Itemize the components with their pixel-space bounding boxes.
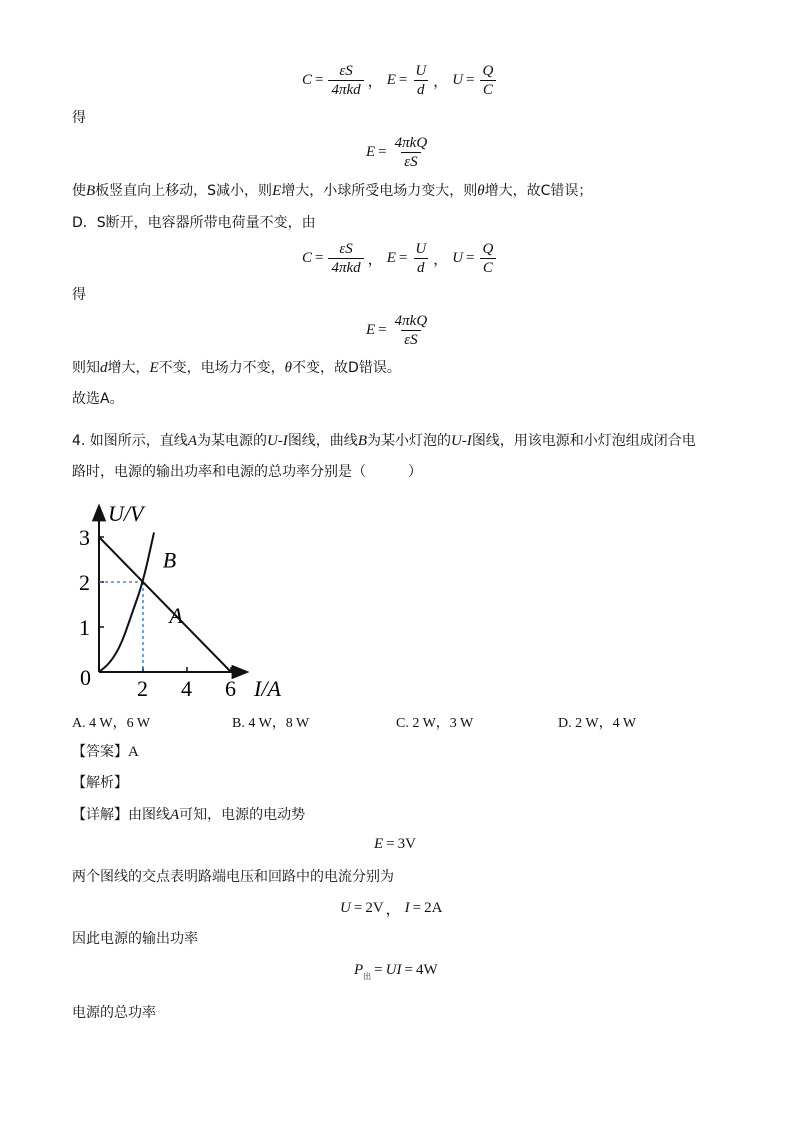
y-axis-title: U/V [108,501,144,526]
x-tick-label: 4 [181,676,192,701]
y-tick-label: 1 [79,615,90,640]
analysis-tag: 【解析】 [72,775,128,791]
text-choose-a: 故选A。 [72,391,124,407]
option-b: B. 4 W，8 W [232,716,310,731]
ui-graph [70,495,300,705]
equation-output-power: P 出 = UI = 4W [354,962,438,981]
answer-line [72,742,139,762]
series-b-curve [99,533,154,673]
equals-sign: = [315,72,324,88]
y-tick-label: 3 [79,525,90,550]
text-de-2: 得 [72,287,86,303]
fraction: $\frac{\varepsilon S}{\text{4πkd}}$ [328,62,363,99]
text-output-power: 因此电源的输出功率 [72,931,198,947]
text-intersection: 两个图线的交点表明路端电压和回路中的电流分别为 [72,869,394,885]
origin-label: 0 [80,665,91,690]
equation-field-2: E = $\frac{\text{4πkQ}}{\varepsilon S}$ [366,313,428,348]
question-4-line-1: 4. 如图所示，直线A为某电源的U-I图线，曲线B为某小灯泡的U-I图线，用该电源和小灯泡组成闭合电 [72,433,696,449]
fraction: $\frac{Q}{C}$ [480,62,497,99]
question-4-line-2: 路时，电源的输出功率和电源的总功率分别是（ ） [72,464,422,480]
equation-u-i: U = 2V ， I = 2A [340,900,443,918]
option-d: D. 2 W，4 W [558,716,637,731]
option-c: C. 2 W，3 W [396,716,474,731]
text-option-d-conclusion: 则知d增大，E不变，电场力不变，θ不变，故D错误。 [72,360,401,376]
text-de-1: 得 [72,110,86,126]
x-tick-label: 6 [225,676,236,701]
series-b-label: B [162,547,177,573]
equation-capacitance-2: C = $\frac{\varepsilon S}{\text{4πkd}}$ ， E = $\frac{U}{d}$ ， U = $\frac{Q}{C}$ [302,240,498,277]
symbol-u: U [452,72,464,88]
answer-tag: 【答案】 [72,744,128,760]
text-option-d-intro: D．S断开，电容器所带电荷量不变，由 [72,215,316,231]
equation-field-1: E = $\frac{\text{4πkQ}}{\varepsilon S}$ [366,135,428,170]
equation-emf: E = 3V [374,836,416,852]
option-a: A. 4 W，6 W [72,716,151,731]
symbol-c: C [302,72,313,88]
detail-line: 【详解】由图线A可知，电源的电动势 [72,807,306,823]
x-tick-label: 2 [137,676,148,701]
symbol-e: E [386,72,396,88]
text-total-power: 电源的总功率 [72,1005,156,1021]
equation-capacitance-1: C = $\frac{\varepsilon S}{\text{4πkd}}$ ， E = $\frac{U}{d}$ ， U = $\frac{Q}{C}$ [302,62,498,99]
fraction: $\frac{U}{d}$ [415,63,427,98]
x-axis-title: I/A [254,676,281,701]
answer-value: A [128,744,139,760]
series-a-label: A [169,603,183,628]
text-option-c-analysis: 使B板竖直向上移动，S减小，则E增大，小球所受电场力变大，则θ增大，故C错误； [72,183,593,199]
y-tick-label: 2 [79,570,90,595]
